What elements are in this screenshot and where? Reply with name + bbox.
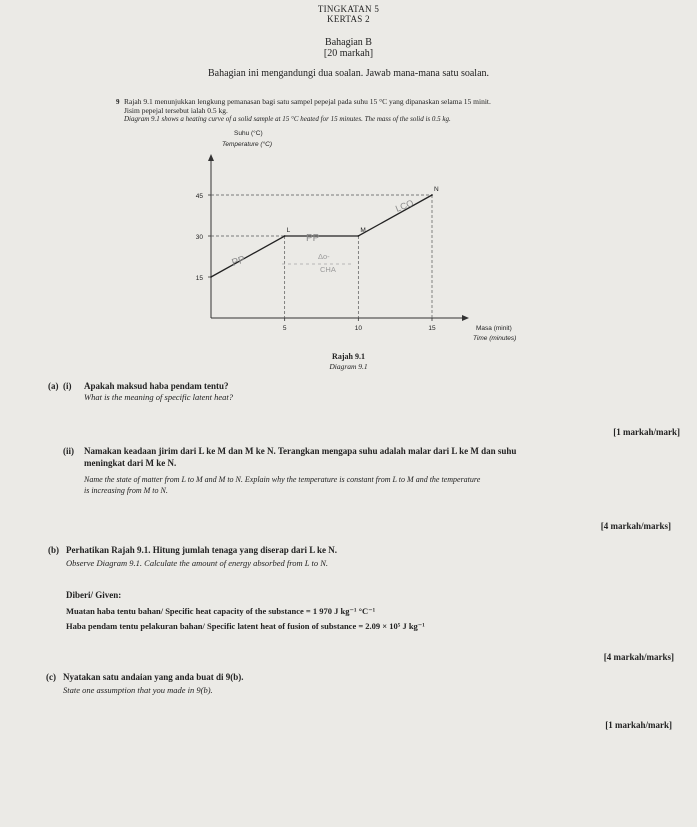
- form-level: TINGKATAN 5: [317, 4, 380, 14]
- part-b-latent-heat: Haba pendam tentu pelakuran bahan/ Specific latent heat of fusion of substance = 2.09 × 10⁵ J kg⁻¹: [66, 621, 425, 631]
- part-a-i-question-en: What is the meaning of specific latent heat?: [84, 392, 233, 402]
- question-number: 9: [116, 98, 120, 106]
- pencil-note-pp-2: PP: [230, 254, 247, 269]
- chart-point-labels: [287, 186, 439, 234]
- part-b-question-ms: Perhatikan Rajah 9.1. Hitung jumlah tenaga yang diserap dari L ke N.: [66, 545, 338, 555]
- part-c-question-en: State one assumption that you made in 9(b).: [63, 685, 213, 695]
- part-a-ii-label: (ii): [63, 446, 74, 456]
- y-tick-label: 45: [195, 193, 203, 200]
- paper-number: KERTAS 2: [327, 14, 370, 24]
- part-b-marks: [4 markah/marks]: [603, 652, 674, 662]
- part-b-given: Diberi/ Given:: [66, 590, 122, 600]
- part-a-i-question-ms: Apakah maksud haba pendam tentu?: [84, 381, 229, 391]
- point-label-l: L: [286, 227, 291, 234]
- diagram-caption-en: Diagram 9.1: [329, 362, 368, 371]
- part-a-label: (a): [48, 381, 59, 391]
- x-tick-label: 5: [282, 325, 287, 332]
- x-axis-arrow-icon: [462, 315, 469, 321]
- part-a-i-label: (i): [63, 381, 72, 391]
- point-label-n: N: [434, 186, 439, 193]
- section-title: Bahagian B: [325, 37, 372, 48]
- curve-point: [284, 235, 286, 237]
- y-axis-label-en: Temperature (°C): [222, 141, 273, 148]
- x-axis-label-en: Time (minutes): [473, 335, 517, 342]
- x-tick-label: 10: [354, 325, 362, 332]
- x-tick-label: 15: [428, 325, 436, 332]
- y-tick-label: 30: [195, 234, 203, 241]
- part-a-ii-question-en-1: Name the state of matter from L to M and M to N. Explain why the temperature is constant from L to M and the temperature: [84, 475, 481, 484]
- curve-point: [431, 194, 433, 196]
- question-intro-ms-1: Rajah 9.1 menunjukkan lengkung pemanasan bagi satu sampel pepejal pada suhu 15 °C yang dipanaskan selama 15 minit.: [124, 97, 491, 106]
- question-intro-ms-2: Jisim pepejal tersebut ialah 0.5 kg.: [124, 106, 228, 115]
- part-b-label: (b): [48, 545, 59, 555]
- pencil-note-do: Δo-: [318, 252, 330, 261]
- pencil-note-pp-1: PP: [306, 233, 320, 244]
- part-c-label: (c): [46, 672, 56, 682]
- diagram-caption-ms: Rajah 9.1: [332, 352, 365, 361]
- part-b-question-en: Observe Diagram 9.1. Calculate the amount of energy absorbed from L to N.: [66, 558, 328, 568]
- part-a-ii-marks: [4 markah/marks]: [600, 521, 671, 531]
- part-a-ii-question-ms-1: Namakan keadaan jirim dari L ke M dan M ke N. Terangkan mengapa suhu adalah malar dari L ke M dan suhu: [84, 446, 517, 456]
- part-a-ii-question-ms-2: meningkat dari M ke N.: [84, 458, 177, 468]
- part-b-specific-heat: Muatan haba tentu bahan/ Specific heat capacity of the substance = 1 970 J kg⁻¹ °C⁻¹: [66, 606, 376, 616]
- x-axis-label-ms: Masa (minit): [476, 325, 512, 332]
- pencil-note-lco: LCO: [394, 197, 415, 214]
- y-axis-arrow-icon: [208, 154, 214, 161]
- part-a-i-marks: [1 markah/mark]: [613, 427, 680, 437]
- question-intro-en: Diagram 9.1 shows a heating curve of a solid sample at 15 °C heated for 15 minutes. The mass of the solid is 0.5 kg.: [124, 115, 451, 123]
- part-a-ii-question-en-2: is increasing from M to N.: [84, 486, 168, 495]
- part-c-marks: [1 markah/mark]: [605, 720, 672, 730]
- curve-point: [357, 235, 359, 237]
- part-c-question-ms: Nyatakan satu andaian yang anda buat di 9(b).: [63, 672, 244, 682]
- y-axis-label-ms: Suhu (°C): [234, 130, 263, 137]
- section-instruction: Bahagian ini mengandungi dua soalan. Jawab mana-mana satu soalan.: [207, 68, 490, 79]
- pencil-note-cha: CHA: [320, 265, 336, 274]
- section-marks: [20 markah]: [323, 48, 374, 59]
- curve-point: [210, 276, 212, 278]
- y-tick-label: 15: [195, 275, 203, 282]
- chart-axes: [208, 154, 469, 321]
- point-label-m: M: [360, 227, 366, 234]
